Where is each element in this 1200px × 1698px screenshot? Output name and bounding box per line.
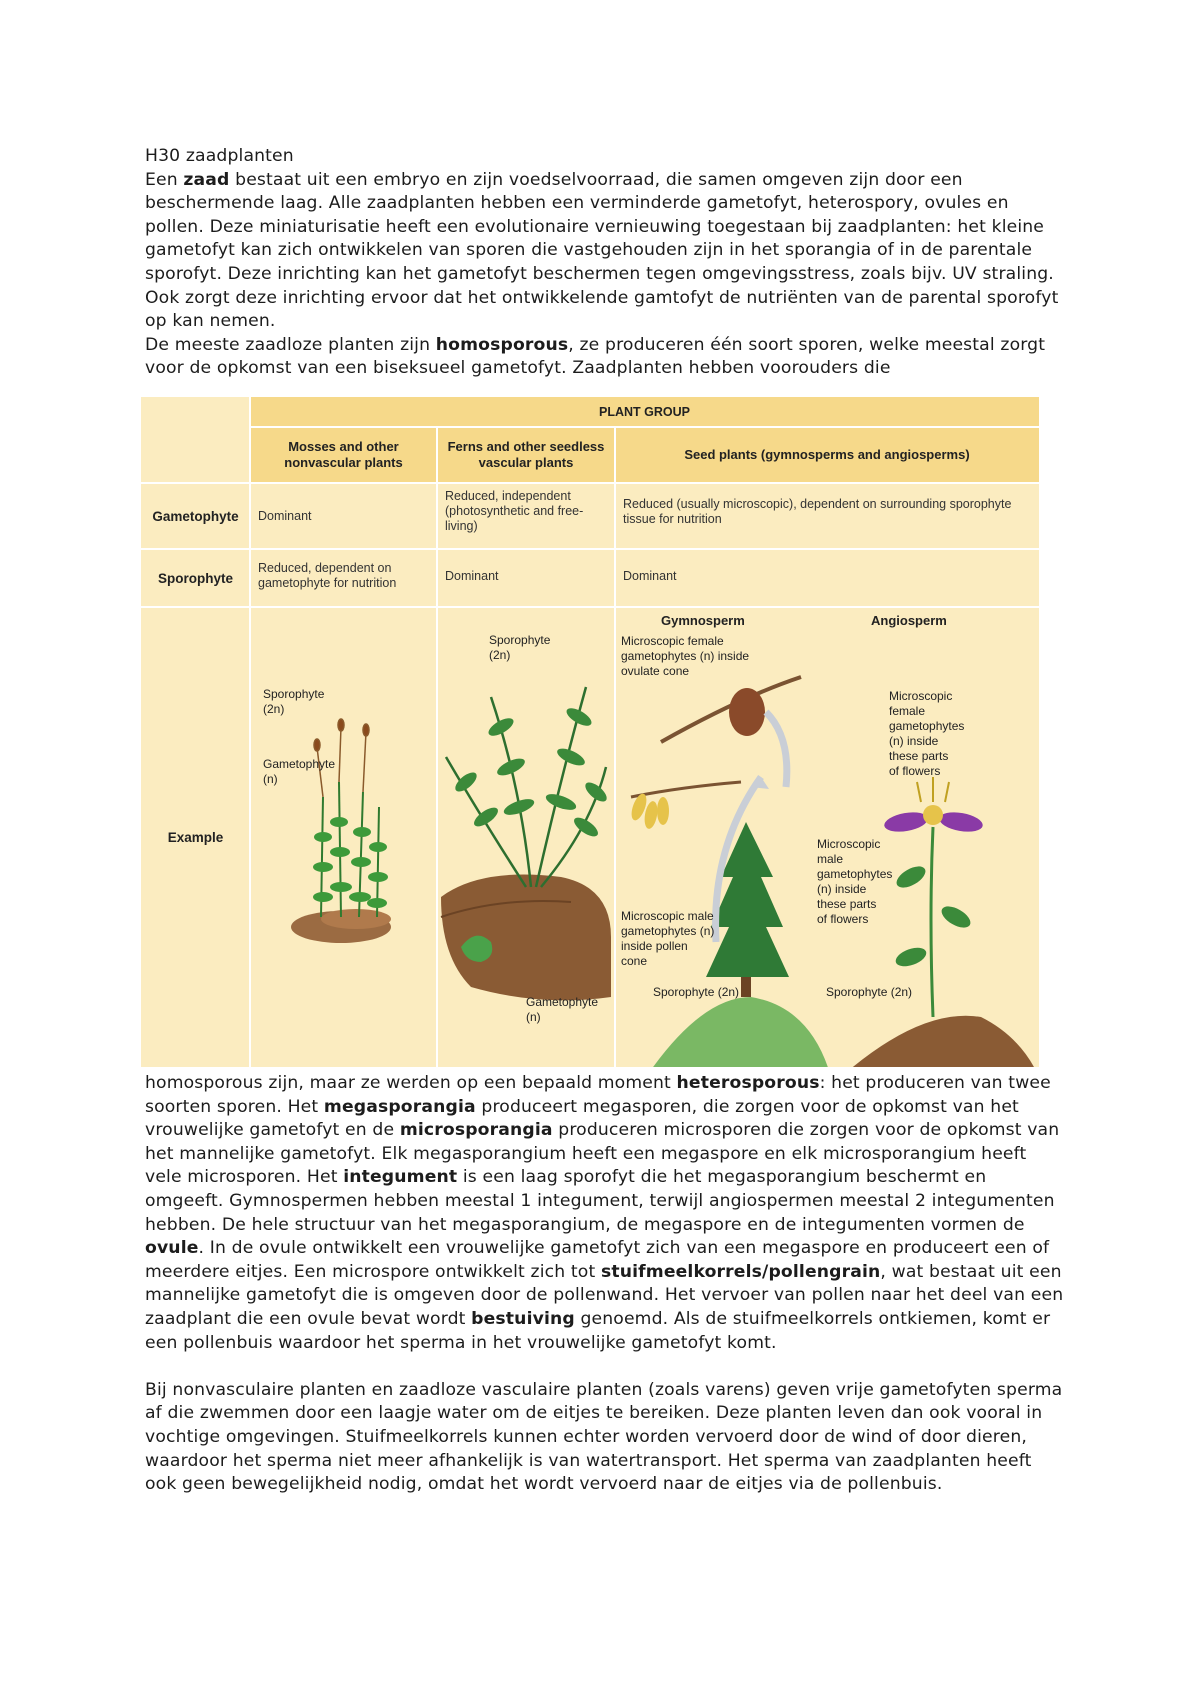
label-gym-male: Microscopic male gametophytes (n) inside pollen cone xyxy=(621,909,715,968)
column-header-ferns: Ferns and other seedless vascular plants xyxy=(447,439,605,470)
moss-illustration xyxy=(291,719,391,943)
label-gym-sporophyte: Sporophyte (2n) xyxy=(653,985,740,999)
cell-sporophyte-ferns: Dominant xyxy=(445,569,499,583)
cell-sporophyte-mosses: Reduced, dependent on gametophyte for nutrition xyxy=(258,561,397,590)
cell-sporophyte-seed-plants: Dominant xyxy=(623,569,677,583)
row-label-sporophyte: Sporophyte xyxy=(157,570,233,586)
label-ang-female: Microscopic female gametophytes (n) inside these parts of flowers xyxy=(889,689,965,778)
label-gym-female: Microscopic female gametophytes (n) inside ovulate cone xyxy=(621,634,750,678)
paragraph-heterosporous: homosporous zijn, maar ze werden op een bepaald moment heterosporous: het produceren van twee soorten sporen. Het megasporangia produceert megasporen, die zorgen voor de opkomst van het vrouwelijke gametofyt en de microsporangia produceren microsporen die zorgen voor de opkomst van het mannelijke gametofyt. Elk megasporangium heeft een megaspore en elk microsporangium heeft vele microsporen. Het integument is een laag sporofyt die het megasporangium beschermt en omgeeft. Gymnospermen hebben meestal 1 integument, terwijl angiospermen meestal 2 integumenten hebben. De hele structuur van het megasporangium, de megaspore en de integumenten vormen de ovule. In de ovule ontwikkelt een vrouwelijke gametofyt zich van een megaspore en produceert een of meerdere eitjes. Een microspore ontwikkelt zich tot stuifmeelkorrels/pollengrain, wat bestaat uit een mannelijke gametofyt die is omgeven door de pollenwand. Het vervoer van pollen naar het deel van een zaadplant die een ovule bevat wordt bestuiving genoemd. Als de stuifmeelkorrels ontkiemen, komt er een pollenbuis waardoor het sperma in het vrouwelijke gametofyt komt. xyxy=(145,1073,1064,1353)
label-fern-gametophyte: Gametophyte (n) xyxy=(526,995,599,1024)
column-header-seed-plants: Seed plants (gymnosperms and angiosperms) xyxy=(684,447,970,462)
row-label-gametophyte: Gametophyte xyxy=(152,508,239,524)
paragraph-seed: Een zaad bestaat uit een embryo en zijn voedselvoorraad, die samen omgeven zijn door een beschermende laag. Alle zaadplanten hebben een verminderde gametofyt, heterospory, ovules en pollen. Deze miniaturisatie heeft een evolutionaire vernieuwing toegestaan bij zaadplanten: het kleine gametofyt kan zich ontwikkelen van sporen die vastgehouden zijn in het sporangia of in de parentale sporofyt. Deze inrichting kan het gametofyt beschermen tegen omgevingsstress, zoals bijv. UV straling. Ook zorgt deze inrichting ervoor dat het ontwikkelende gamtofyt de nutriënten van de parental sporofyt op kan nemen. xyxy=(145,169,1059,332)
label-gymnosperm: Gymnosperm xyxy=(661,613,745,628)
label-moss-sporophyte: Sporophyte (2n) xyxy=(263,687,325,716)
paragraph-homosporous: De meeste zaadloze planten zijn homosporous, ze produceren één soort sporen, welke meestal zorgt voor de opkomst van een biseksueel gametofyt. Zaadplanten hebben voorouders die xyxy=(145,334,1046,379)
label-moss-gametophyte: Gametophyte (n) xyxy=(263,757,336,786)
label-fern-sporophyte: Sporophyte (2n) xyxy=(489,633,551,662)
cell-gametophyte-seed-plants: Reduced (usually microscopic), dependent on surrounding sporophyte tissue for nutrition xyxy=(623,497,1012,526)
main-text xyxy=(145,1072,1065,1497)
plant-group-figure xyxy=(141,397,1039,1067)
intro-text xyxy=(145,145,1065,381)
label-ang-male: Microscopic male gametophytes (n) inside these parts of flowers xyxy=(817,837,893,926)
heading: H30 zaadplanten xyxy=(145,146,294,166)
cell-gametophyte-mosses: Dominant xyxy=(258,509,312,523)
plant-group-header: PLANT GROUP xyxy=(599,405,690,419)
label-angiosperm: Angiosperm xyxy=(871,613,947,628)
paragraph-nonvascular: Bij nonvasculaire planten en zaadloze vasculaire planten (zoals varens) geven vrije gametofyten sperma af die zwemmen door een laagje water om de eitjes te bereiken. Deze planten leven dan ook vooral in vochtige omgevingen. Stuifmeelkorrels kunnen echter worden vervoerd door de wind of door dieren, waardoor het sperma niet meer afhankelijk is van watertransport. Het sperma van zaadplanten heeft ook geen bewegelijkheid nodig, omdat het wordt vervoerd naar de eitjes via de pollenbuis. xyxy=(145,1379,1063,1495)
row-label-example: Example xyxy=(167,829,224,845)
cell-gametophyte-ferns: Reduced, independent (photosynthetic and free-living) xyxy=(445,489,584,533)
fern-illustration xyxy=(441,687,611,1000)
gymnosperm-illustration xyxy=(629,677,831,1067)
label-ang-sporophyte: Sporophyte (2n) xyxy=(826,985,913,999)
column-header-mosses: Mosses and other nonvascular plants xyxy=(284,439,403,470)
